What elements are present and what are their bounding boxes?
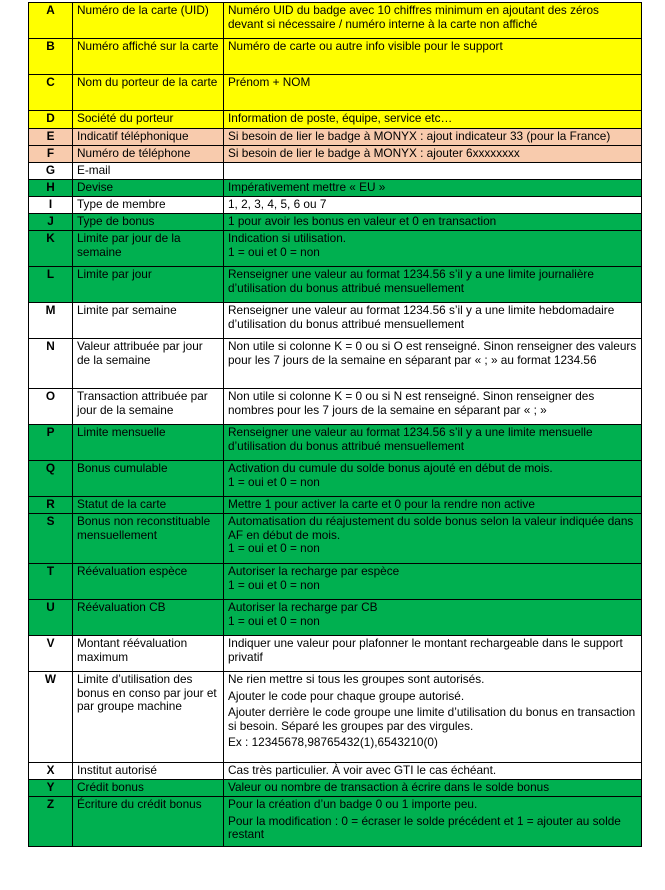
table-row	[29, 75, 642, 111]
table-row	[29, 129, 642, 146]
table-row	[29, 111, 642, 129]
description-line: Ajouter derrière le code groupe une limite d’utilisation du bonus en transaction si besoin. Séparé les groupes par des virgules.	[228, 705, 636, 733]
field-description	[224, 214, 642, 231]
description-line: Numéro de carte ou autre info visible pour le support	[228, 39, 503, 53]
field-description	[224, 672, 642, 763]
field-name: Type de membre	[73, 197, 224, 214]
field-description	[224, 514, 642, 564]
description-line: Autoriser la recharge par espèce	[228, 564, 400, 578]
description-line: Autoriser la recharge par CB	[228, 600, 378, 614]
row-letter: R	[29, 497, 73, 514]
description-line: 1 = oui et 0 = non	[228, 541, 320, 555]
row-letter: G	[29, 163, 73, 180]
field-name: Réévaluation CB	[73, 600, 224, 636]
row-letter: W	[29, 672, 73, 763]
description-line: 1, 2, 3, 4, 5, 6 ou 7	[228, 197, 327, 211]
table-row	[29, 672, 642, 763]
row-letter: K	[29, 231, 73, 267]
description-line: Prénom + NOM	[228, 75, 311, 89]
table-body	[29, 3, 642, 847]
field-description	[224, 3, 642, 39]
row-letter: E	[29, 129, 73, 146]
table-row	[29, 763, 642, 780]
row-letter: Q	[29, 461, 73, 497]
row-letter: V	[29, 636, 73, 672]
field-name: Valeur attribuée par jour de la semaine	[73, 339, 224, 389]
row-letter: J	[29, 214, 73, 231]
description-line: Pour la création d’un badge 0 ou 1 importe peu.	[228, 797, 478, 811]
description-line: Non utile si colonne K = 0 ou si N est renseigné. Sinon renseigner des nombres pour les 7 jours de la semaine en séparant par « ; »	[228, 389, 595, 417]
field-name: Transaction attribuée par jour de la semaine	[73, 389, 224, 425]
field-name: Bonus cumulable	[73, 461, 224, 497]
field-name: Numéro de téléphone	[73, 146, 224, 163]
row-letter: P	[29, 425, 73, 461]
table-row	[29, 425, 642, 461]
description-line: Si besoin de lier le badge à MONYX : ajout indicateur 33 (pour la France)	[228, 129, 611, 143]
table-row	[29, 600, 642, 636]
field-name: Bonus non reconstituable mensuellement	[73, 514, 224, 564]
field-description	[224, 146, 642, 163]
field-name: Montant réévaluation maximum	[73, 636, 224, 672]
field-name: Numéro de la carte (UID)	[73, 3, 224, 39]
table-row	[29, 339, 642, 389]
field-description	[224, 389, 642, 425]
table-row	[29, 231, 642, 267]
field-name: Crédit bonus	[73, 780, 224, 797]
row-letter: A	[29, 3, 73, 39]
table-row	[29, 389, 642, 425]
field-name: Limite par jour	[73, 267, 224, 303]
row-letter: X	[29, 763, 73, 780]
table-row	[29, 514, 642, 564]
row-letter: H	[29, 180, 73, 197]
row-letter: D	[29, 111, 73, 129]
table-row	[29, 303, 642, 339]
description-line: Valeur ou nombre de transaction à écrire dans le solde bonus	[228, 780, 550, 794]
table-row	[29, 461, 642, 497]
field-description	[224, 564, 642, 600]
field-description	[224, 636, 642, 672]
description-line: Indication si utilisation.	[228, 231, 347, 245]
field-name: Société du porteur	[73, 111, 224, 129]
field-description	[224, 461, 642, 497]
description-line: 1 = oui et 0 = non	[228, 613, 320, 628]
row-letter: L	[29, 267, 73, 303]
description-line: Renseigner une valeur au format 1234.56 s’il y a une limite mensuelle d’utilisation du bonus attribué mensuellement	[228, 425, 593, 453]
row-letter: T	[29, 564, 73, 600]
field-name: Limite d’utilisation des bonus en conso par jour et par groupe machine	[73, 672, 224, 763]
row-letter: N	[29, 339, 73, 389]
table-row	[29, 797, 642, 847]
table-row	[29, 497, 642, 514]
field-name: Limite mensuelle	[73, 425, 224, 461]
row-letter: U	[29, 600, 73, 636]
description-line: Numéro UID du badge avec 10 chiffres minimum en ajoutant des zéros devant si nécessaire / numéro interne à la carte non affiché	[228, 3, 599, 31]
field-description	[224, 231, 642, 267]
row-letter: Z	[29, 797, 73, 847]
field-description	[224, 303, 642, 339]
description-line: Automatisation du réajustement du solde bonus selon la valeur indiquée dans AF en début de mois.	[228, 514, 634, 542]
table-row	[29, 267, 642, 303]
row-letter: M	[29, 303, 73, 339]
row-letter: O	[29, 389, 73, 425]
table-row	[29, 197, 642, 214]
table-row	[29, 146, 642, 163]
description-line: Si besoin de lier le badge à MONYX : ajouter 6xxxxxxxx	[228, 146, 520, 160]
description-line: Renseigner une valeur au format 1234.56 s’il y a une limite hebdomadaire d’utilisation du bonus attribué mensuellement	[228, 303, 615, 331]
row-letter: B	[29, 39, 73, 75]
field-description	[224, 267, 642, 303]
description-line: Ajouter le code pour chaque groupe autorisé.	[228, 688, 465, 703]
description-line: Activation du cumule du solde bonus ajouté en début de mois.	[228, 461, 553, 475]
description-line: 1 pour avoir les bonus en valeur et 0 en transaction	[228, 214, 497, 228]
description-line: Pour la modification : 0 = écraser le solde précédent et 1 = ajouter au solde restant	[228, 813, 621, 841]
table-row	[29, 780, 642, 797]
table-row	[29, 214, 642, 231]
field-name: Numéro affiché sur la carte	[73, 39, 224, 75]
description-line: Ne rien mettre si tous les groupes sont autorisés.	[228, 672, 485, 686]
field-name: Limite par semaine	[73, 303, 224, 339]
description-line: 1 = oui et 0 = non	[228, 244, 320, 259]
field-description	[224, 797, 642, 847]
field-description	[224, 339, 642, 389]
field-description	[224, 39, 642, 75]
field-name: Type de bonus	[73, 214, 224, 231]
row-letter: S	[29, 514, 73, 564]
row-letter: Y	[29, 780, 73, 797]
field-name: Réévaluation espèce	[73, 564, 224, 600]
field-description	[224, 163, 642, 180]
table-row	[29, 39, 642, 75]
field-name: Nom du porteur de la carte	[73, 75, 224, 111]
description-line: 1 = oui et 0 = non	[228, 577, 320, 592]
field-name: Statut de la carte	[73, 497, 224, 514]
table-row	[29, 163, 642, 180]
field-description	[224, 129, 642, 146]
field-description	[224, 425, 642, 461]
description-line: Impérativement mettre « EU »	[228, 180, 386, 194]
row-letter: C	[29, 75, 73, 111]
field-description	[224, 780, 642, 797]
field-description	[224, 75, 642, 111]
description-line: Cas très particulier. À voir avec GTI le cas échéant.	[228, 763, 497, 777]
description-line: 1 = oui et 0 = non	[228, 474, 320, 489]
description-line: Non utile si colonne K = 0 ou si O est renseigné. Sinon renseigner des valeurs pour les 7 jours de la semaine en séparant par « ; » au format 1234.56	[228, 339, 637, 367]
field-name: Devise	[73, 180, 224, 197]
table-row	[29, 3, 642, 39]
row-letter: F	[29, 146, 73, 163]
field-name: E-mail	[73, 163, 224, 180]
field-name: Indicatif téléphonique	[73, 129, 224, 146]
field-description	[224, 600, 642, 636]
field-description	[224, 497, 642, 514]
description-line: Renseigner une valeur au format 1234.56 s’il y a une limite journalière d’utilisation du bonus attribué mensuellement	[228, 267, 594, 295]
row-letter: I	[29, 197, 73, 214]
field-name: Écriture du crédit bonus	[73, 797, 224, 847]
field-description	[224, 111, 642, 129]
field-description	[224, 763, 642, 780]
table-row	[29, 564, 642, 600]
table-row	[29, 180, 642, 197]
description-line: Ex : 12345678,98765432(1),6543210(0)	[228, 735, 438, 749]
description-line: Indiquer une valeur pour plafonner le montant rechargeable dans le support privatif	[228, 636, 623, 664]
table-row	[29, 636, 642, 672]
field-reference-table	[28, 2, 642, 847]
description-line: Information de poste, équipe, service etc…	[228, 111, 453, 125]
field-description	[224, 180, 642, 197]
field-name: Institut autorisé	[73, 763, 224, 780]
field-description	[224, 197, 642, 214]
description-line: Mettre 1 pour activer la carte et 0 pour la rendre non active	[228, 497, 535, 511]
field-name: Limite par jour de la semaine	[73, 231, 224, 267]
